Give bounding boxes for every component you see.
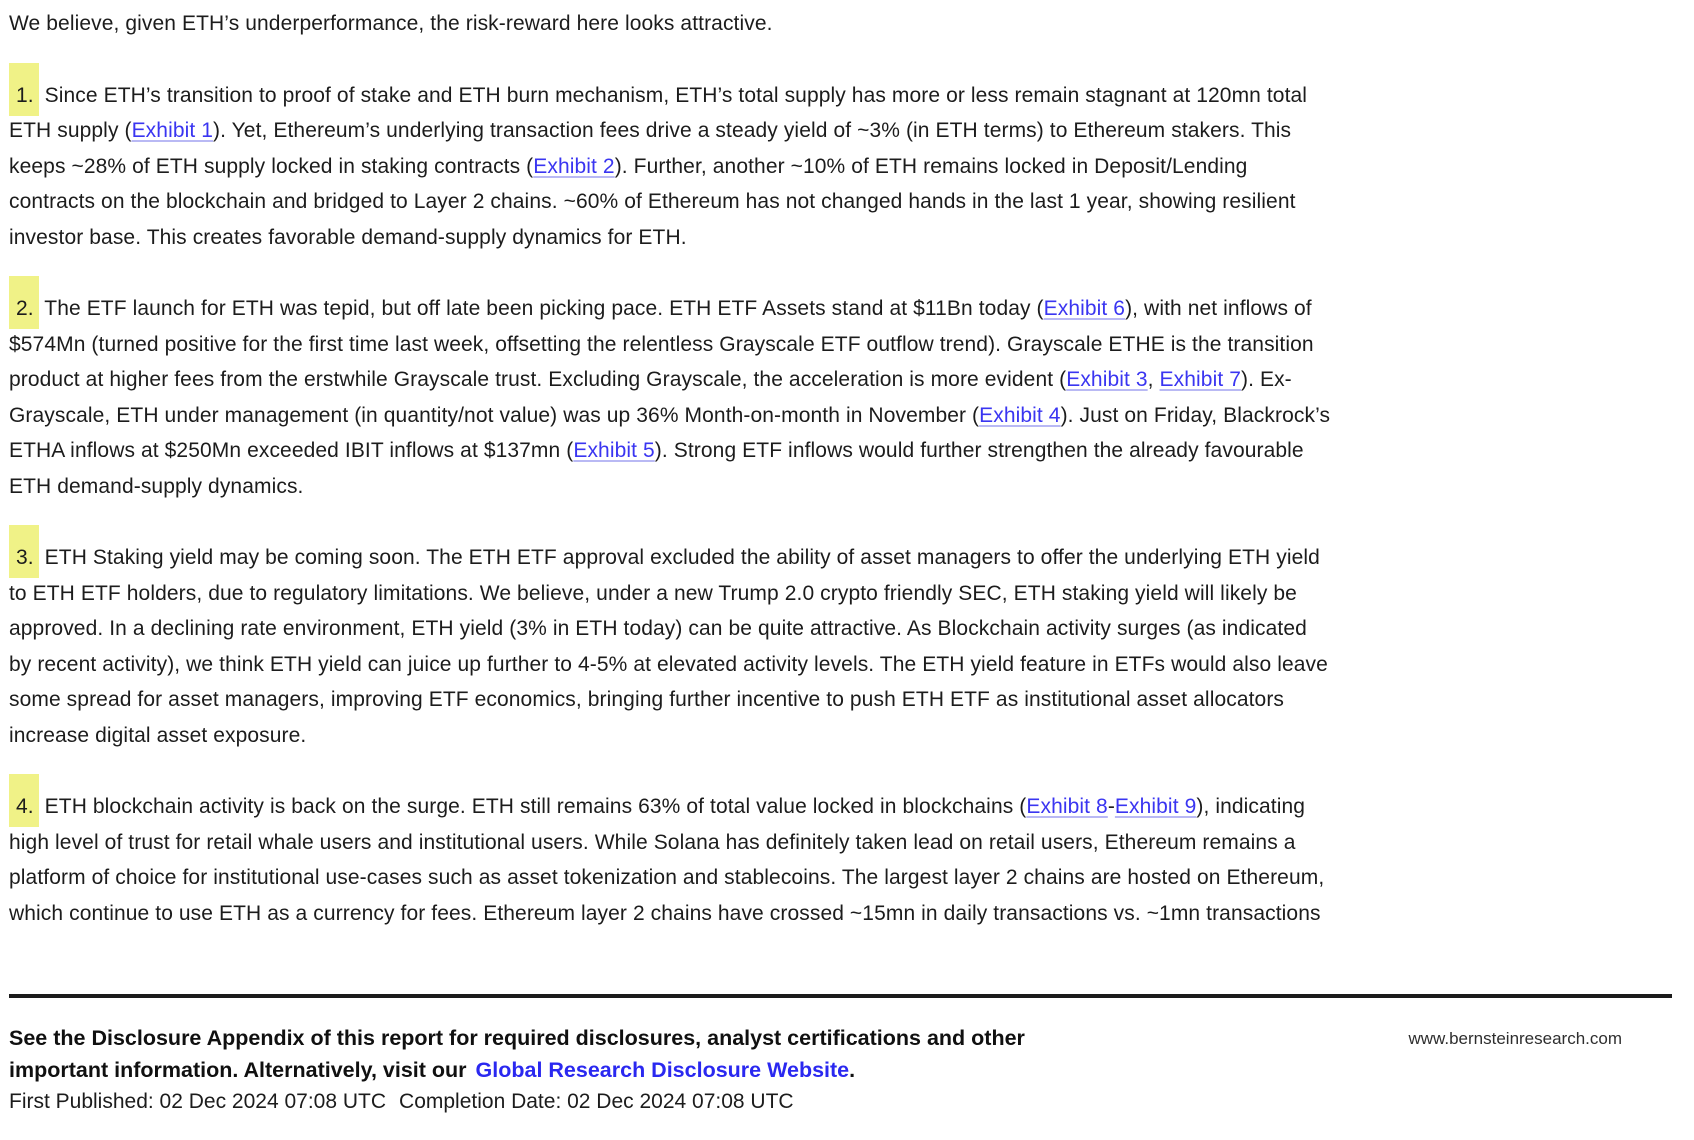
text-line bbox=[9, 469, 1694, 505]
text-line bbox=[9, 362, 1694, 398]
highlight-number-4: 4. bbox=[9, 774, 39, 827]
footer-divider bbox=[9, 994, 1672, 998]
text-line bbox=[9, 78, 1694, 114]
text-line bbox=[9, 220, 1694, 256]
text-line bbox=[9, 647, 1694, 683]
text-line bbox=[9, 327, 1694, 363]
text-span: keeps ~28% of ETH supply locked in staking contracts ( bbox=[9, 154, 534, 178]
highlight-number-3: 3. bbox=[9, 525, 39, 578]
text-line bbox=[9, 789, 1694, 825]
text-line bbox=[9, 896, 1694, 932]
paragraph-point-4 bbox=[9, 789, 1694, 931]
text-line bbox=[9, 682, 1694, 718]
text-span: ). Strong ETF inflows would further strengthen the already favourable bbox=[654, 439, 1304, 462]
text-line bbox=[9, 398, 1694, 434]
text-line bbox=[9, 611, 1694, 647]
text-span: ), indicating bbox=[1196, 795, 1306, 818]
highlight-number-2: 2. bbox=[9, 276, 39, 329]
text-line bbox=[9, 576, 1694, 612]
text-span: by recent activity), we think ETH yield can juice up further to 4-5% at elevated activity levels. The ETH yield feature in ETFs would also leave bbox=[9, 652, 1328, 676]
text-line bbox=[9, 540, 1694, 576]
text-span: Grayscale, ETH under management (in quantity/not value) was up 36% Month-on-month in November ( bbox=[9, 403, 980, 427]
disclosure-block bbox=[9, 1023, 1025, 1118]
paragraph-point-2 bbox=[9, 291, 1694, 504]
text-line bbox=[9, 825, 1694, 861]
first-published-date: First Published: 02 Dec 2024 07:08 UTC bbox=[9, 1090, 387, 1113]
completion-date: Completion Date: 02 Dec 2024 07:08 UTC bbox=[399, 1090, 794, 1113]
research-website-url: www.bernsteinresearch.com bbox=[1408, 1029, 1622, 1048]
text-span: increase digital asset exposure. bbox=[9, 723, 307, 747]
text-span: investor base. This creates favorable demand-supply dynamics for ETH. bbox=[9, 225, 687, 249]
text-span: high level of trust for retail whale users and institutional users. While Solana has definitely taken lead on retail users, Ethereum remains a bbox=[9, 830, 1296, 854]
disclosure-text: See the Disclosure Appendix of this report for required disclosures, analyst certifications and other bbox=[9, 1026, 1025, 1050]
exhibit-7-link[interactable]: Exhibit 7 bbox=[1159, 368, 1241, 391]
text-span: platform of choice for institutional use-cases such as asset tokenization and stablecoins. The largest layer 2 chains are hosted on Ethereum, bbox=[9, 866, 1325, 889]
text-line bbox=[9, 718, 1694, 754]
text-span: - bbox=[1107, 795, 1115, 818]
text-span: which continue to use ETH as a currency for fees. Ethereum layer 2 chains have crossed ~15mn in daily transactions vs. ~1mn transactions bbox=[9, 901, 1321, 925]
text-span: $574Mn (turned positive for the first time last week, offsetting the relentless Grayscale ETF outflow trend). Grayscale ETHE is the transition bbox=[9, 332, 1314, 356]
text-line bbox=[9, 433, 1694, 469]
report-footer bbox=[9, 1023, 1694, 1118]
text-span: The ETF launch for ETH was tepid, but off late been picking pace. ETH ETF Assets stand at $11Bn today ( bbox=[38, 297, 1044, 320]
text-span: some spread for asset managers, improving ETF economics, bringing further incentive to push ETH ETF as institutional asset allocators bbox=[9, 688, 1285, 711]
disclosure-period: . bbox=[849, 1057, 856, 1082]
exhibit-4-link[interactable]: Exhibit 4 bbox=[979, 403, 1061, 427]
text-span: to ETH ETF holders, due to regulatory limitations. We believe, under a new Trump 2.0 crypto friendly SEC, ETH staking yield will likely be bbox=[9, 581, 1297, 605]
paragraph-intro bbox=[9, 6, 1694, 42]
text-span: Since ETH’s transition to proof of stake and ETH burn mechanism, ETH’s total supply has more or less remain stagnant at 120mn total bbox=[38, 83, 1308, 107]
text-span: ETH demand-supply dynamics. bbox=[9, 474, 304, 498]
exhibit-6-link[interactable]: Exhibit 6 bbox=[1043, 297, 1126, 320]
text-line bbox=[9, 184, 1694, 220]
text-span: ). Yet, Ethereum’s underlying transaction fees drive a steady yield of ~3% (in ETH terms) to Ethereum stakers. This bbox=[213, 119, 1292, 142]
text-line bbox=[9, 860, 1694, 896]
text-line bbox=[9, 6, 1694, 42]
exhibit-9-link[interactable]: Exhibit 9 bbox=[1114, 795, 1197, 818]
disclosure-text-line-2 bbox=[9, 1055, 1025, 1087]
text-span: ). Ex- bbox=[1241, 368, 1292, 391]
text-span: ETH supply ( bbox=[9, 119, 132, 142]
text-span: ETH blockchain activity is back on the surge. ETH still remains 63% of total value locked in blockchains ( bbox=[38, 795, 1027, 818]
exhibit-8-link[interactable]: Exhibit 8 bbox=[1026, 795, 1108, 818]
paragraph-point-1 bbox=[9, 78, 1694, 256]
global-research-disclosure-website-link[interactable]: Global Research Disclosure Website bbox=[475, 1057, 850, 1082]
exhibit-1-link[interactable]: Exhibit 1 bbox=[131, 119, 214, 142]
text-line bbox=[9, 149, 1694, 185]
exhibit-2-link[interactable]: Exhibit 2 bbox=[533, 154, 615, 178]
text-span: ). Further, another ~10% of ETH remains locked in Deposit/Lending bbox=[614, 154, 1248, 178]
publication-info bbox=[9, 1086, 1025, 1118]
text-span: approved. In a declining rate environment, ETH yield (3% in ETH today) can be quite attractive. As Blockchain activity surges (as indicated bbox=[9, 617, 1307, 640]
text-line bbox=[9, 291, 1694, 327]
text-span: product at higher fees from the erstwhile Grayscale trust. Excluding Grayscale, the acceleration is more evident ( bbox=[9, 368, 1067, 391]
disclosure-text: important information. Alternatively, visit our bbox=[9, 1057, 467, 1082]
highlight-number-1: 1. bbox=[9, 63, 39, 116]
text-span: ), with net inflows of bbox=[1125, 297, 1312, 320]
text-span: contracts on the blockchain and bridged to Layer 2 chains. ~60% of Ethereum has not changed hands in the last 1 year, showing resilient bbox=[9, 190, 1296, 213]
disclosure-text-line-1 bbox=[9, 1023, 1025, 1055]
text-span: , bbox=[1147, 368, 1160, 391]
report-body bbox=[9, 6, 1694, 931]
exhibit-5-link[interactable]: Exhibit 5 bbox=[573, 439, 655, 462]
text-span: We believe, given ETH’s underperformance, the risk-reward here looks attractive. bbox=[9, 12, 773, 35]
text-span: ETH Staking yield may be coming soon. The ETH ETF approval excluded the ability of asset managers to offer the underlying ETH yield bbox=[38, 546, 1320, 569]
exhibit-3-link[interactable]: Exhibit 3 bbox=[1066, 368, 1148, 391]
text-span: ). Just on Friday, Blackrock’s bbox=[1060, 403, 1331, 427]
text-line bbox=[9, 113, 1694, 149]
paragraph-point-3 bbox=[9, 540, 1694, 753]
text-span: ETHA inflows at $250Mn exceeded IBIT inflows at $137mn ( bbox=[9, 439, 574, 462]
